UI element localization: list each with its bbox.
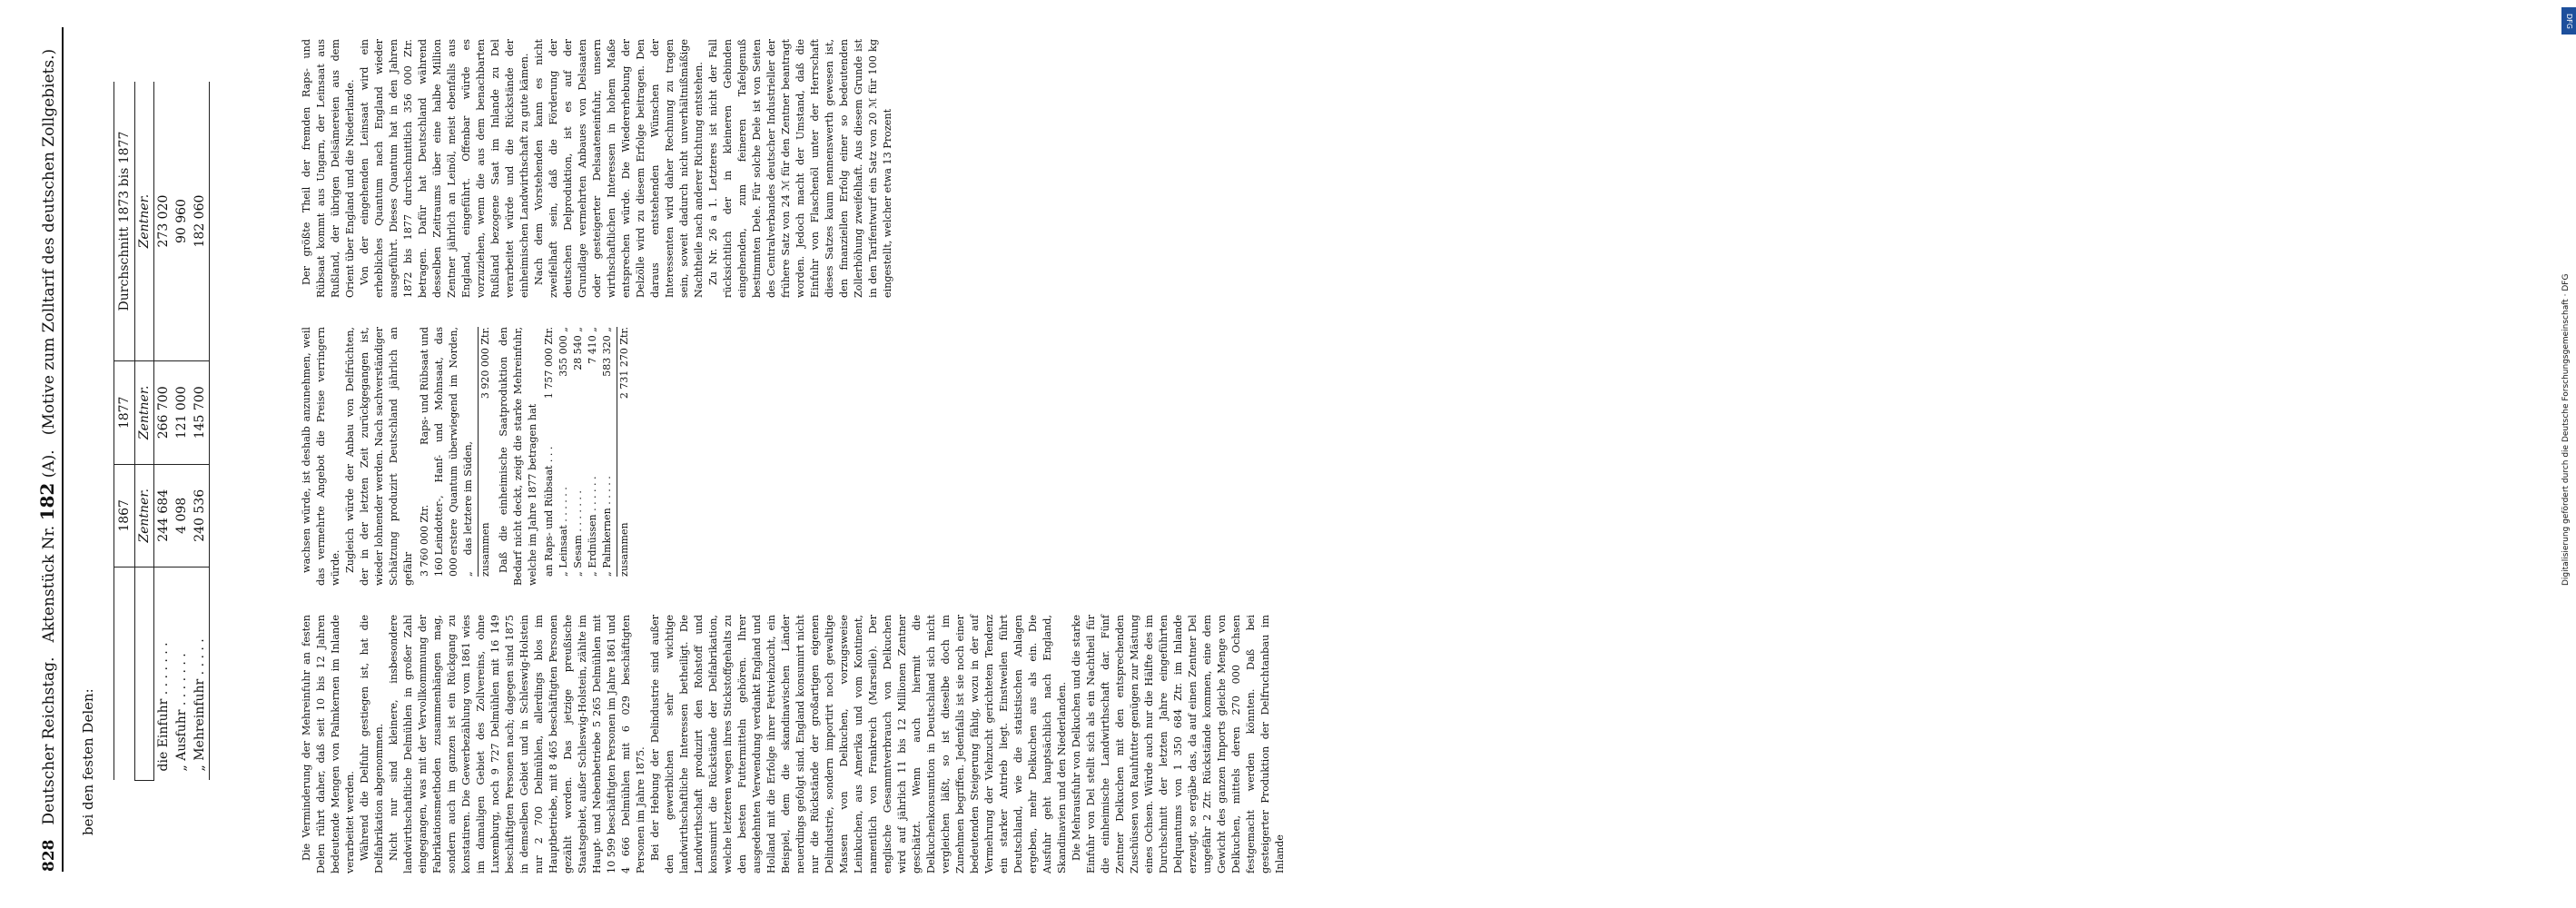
cell: 266 700 <box>154 361 173 465</box>
list-item <box>571 327 586 577</box>
paragraph: Der größte Theil der fremden Raps- und Rübsaat kommt aus Ungarn, der Leinsaat aus Rußland, der übrigen Delsämereien aus dem Orient über England und die Niederlande. <box>301 39 356 298</box>
list-label: „ Palmkernen . . . . . <box>601 476 613 577</box>
cell: 4 098 <box>173 464 191 568</box>
sum-value: 2 731 270 Ztr. <box>618 327 630 400</box>
th-1: 1867 <box>114 464 135 568</box>
header-akten: Aktenstück Nr. <box>40 525 58 643</box>
text-column-1 <box>300 615 1285 873</box>
sum-value: 3 920 000 Ztr. <box>479 327 491 400</box>
table-row <box>173 82 191 781</box>
list-item <box>600 327 615 577</box>
cell: 90 960 <box>173 82 191 361</box>
oil-trade-table <box>114 82 210 781</box>
page-edge-strip <box>1278 0 2573 908</box>
sum-label: zusammen <box>618 522 630 577</box>
paragraph: wachsen würde, ist deshalb anzunehmen, weil das vermehrte Angebot die Preise verringern würde. <box>301 327 341 586</box>
th-3: Durchschnitt 1873 bis 1877 <box>114 82 135 361</box>
cell: 182 060 <box>191 82 210 361</box>
paragraph: Nicht nur sind kleinere, insbesondere landwirthschaftliche Delmühlen in großer Zahl eingegangen, was mit der Vervollkommnung der Fabrikationsmethoden zusammenhängen mag, sondern auch im ganzen ist ein Rückgang zu konstatiren. Die Gewerbezählung vom 1861 wies im damaligen Gebiet des Zollvereins, ohne Luxemburg, noch 9 727 Delmühlen mit 16 149 beschäftigten Personen nach; dagegen sind 1875 in demselben Gebiet und in Schleswig-Holstein nur 2 700 Delmühlen, allerdings blos im Hauptbetriebe, mit 8 465 beschäftigten Personen gezählt worden. Das jetzige preußische Staatsgebiet, außer Schleswig-Holstein, zählte im Haupt- und Nebenbetriebe 5 265 Delmühlen mit 10 599 beschäftigten Personen im Jahre 1861 und 4 666 Delmühlen mit 6 029 beschäftigten Personen im Jahre 1875. <box>388 615 646 873</box>
list-value: 583 320 „ <box>601 327 613 377</box>
list-label: „ Sesam . . . . . . . <box>572 490 584 577</box>
list-value: 7 410 „ <box>587 327 598 364</box>
list-label: „ Leinsaat . . . . . . <box>558 487 569 577</box>
paragraph: Daß die einheimische Saatproduktion den Bedarf nicht deckt, zeigt die starke Mehreinfuhr, welche im Jahre 1877 betragen hat <box>498 327 538 586</box>
unit-1: Zentner. <box>135 464 154 568</box>
paragraph: Bei der Hebung der Delindustrie sind außer den gewerblichen sehr wichtige landwirthschaftliche Interessen betheiligt. Die Landwirthschaft produzirt den Rohstoff und konsumirt die Rückstände der Delfabrikation, welche letzteren wegen ihres Stickstoffgehalts zu den besten Futtermitteln gehören. Ihrer ausgedehnten Verwendung verdankt England und Holland mit die Erfolge ihrer Fettviehzucht, ein Beispiel, dem die skandinavischen Länder neuerdings gefolgt sind. England konsumirt nicht nur die Rückstände der großartigen eigenen Delindustrie, sondern importirt noch gewaltige Massen von Delkuchen, vorzugsweise Leinkuchen, aus Amerika und vom Kontinent, namentlich von Frankreich (Marseille). Der englische Gesammtverbrauch von Delkuchen wird auf jährlich 11 bis 12 Millionen Zentner geschätzt. Wenn auch hiermit die Delkuchenkonsumtion in Deutschland sich nicht vergleichen läßt, so ist dieselbe doch im Zunehmen begriffen. Jedenfalls ist sie noch einer bedeutenden Steigerung fähig, wozu in der auf Vermehrung der Viehzucht gerichteten Tendenz ein starker Antrieb liegt. Einstweilen führt Deutschland, wie die statistischen Anlagen ergeben, mehr Delkuchen aus als ein. Die Ausfuhr geht hauptsächlich nach England, Skandinavien und den Niederlanden. <box>649 615 1068 873</box>
document-number: 182 <box>36 482 58 521</box>
production-list <box>418 327 476 577</box>
cell: die Einfuhr . . . . . . . <box>156 642 172 772</box>
cell: 244 684 <box>154 464 173 568</box>
unit-3: Zentner. <box>135 82 154 361</box>
list-item <box>586 327 600 577</box>
paragraph: Zugleich würde der Anbau von Delfrüchten, der in der letzten Zeit zurückgegangen ist, wieder lohnender werden. Nach sachverständiger Schätzung produzirt Deutschland jährlich an gefähr <box>344 327 414 586</box>
sum-label: zusammen <box>479 522 491 577</box>
list-item <box>432 327 476 577</box>
list-item <box>557 327 571 577</box>
dfg-logo: DFG <box>2561 7 2576 35</box>
paragraph: Nach dem Vorstehenden kann es nicht zweifelhaft sein, daß die Förderung der deutschen Delproduktion, ist es auf der Grundlage vermehrten Anbaues von Delsaaten oder gesteigerter Delsaateneinfuhr, unsern wirthschaftlichen Interessen in hohem Maße entsprechen würde. Die Wiedererhebung der Delzölle wird zu diesem Erfolge beitragen. Den daraus entstehenden Wünschen der Interessenten wird daher Rechnung zu tragen sein, soweit dadurch nicht unverhältnißmäßige Nachtheile nach anderer Richtung entstehen. <box>533 39 705 298</box>
list-label: „ Erdnüssen . . . . . . <box>587 476 598 577</box>
table-row <box>191 82 210 781</box>
unit-2: Zentner. <box>135 361 154 465</box>
paragraph: Von der eingehenden Leinsaat wird ein erhebliches Quantum nach England wieder ausgeführt. Dieses Quantum hat in den Jahren 1872 bis 1877 durchschnittlich 356 000 Ztr. betragen. Dafür hat Deutschland während desselben Zeitraums über eine halbe Million Zentner jährlich an Leinöl, meist ebenfalls aus England, eingeführt. Offenbar würde es vorzuziehen, wenn die aus dem benachbarten Rußland bezogene Saat im Inlande zu Del verarbeitet würde und die Rückstände der einheimischen Landwirthschaft zu gute kämen. <box>359 39 530 298</box>
cell: 145 700 <box>191 361 210 465</box>
cell: „ Ausfuhr . . . . . . . <box>174 653 190 772</box>
list-value: 3 760 000 Ztr. <box>419 504 430 577</box>
paragraph: Zu Nr. 26 a 1. Letzteres ist nicht der Fall rücksichtlich der in kleineren Gebinden eingehenden, zum feineren Tafelgenuß bestimmten Dele. Für solche Dele ist von Seiten des Centralverbandes deutscher Industrieller der frühere Satz von 24 ℳ für den Zentner beantragt worden. Jedoch macht der Umstand, daß die Einfuhr von Flaschenöl unter der Herrschaft dieses Satzes kaum nennenswerth gewesen ist, den finanziellen Erfolg einer so bedeutenden Zollerhöhung zweifelhaft. Aus diesem Grunde ist in den Tarifentwurf ein Satz von 20 ℳ für 100 kg eingestellt, welcher etwa 13 Prozent <box>707 39 893 298</box>
cell: 273 020 <box>154 82 173 361</box>
cell: „ Mehreinfuhr . . . . . <box>191 568 210 781</box>
imports-sum <box>617 327 632 577</box>
cell: 240 536 <box>191 464 210 568</box>
list-item <box>418 327 432 577</box>
paragraph: Während die Delfuhr gestiegen ist, hat die Delfabrikation abgenommen. <box>359 615 385 873</box>
header-suffix: (A). <box>40 449 58 479</box>
list-value: 355 000 „ <box>558 327 569 377</box>
paragraph: Die Mehrausfuhr von Delkuchen und die starke Einfuhr von Del stellt sich als ein Nachtheil für die einheimische Landwirthschaft dar. Fünf Zentner Delkuchen mit den entsprechenden Zuschüssen von Rauhfutter genügen zur Mästung eines Ochsen. Würde auch nur die Hälfte des im Durchschnitt der letzten Jahre eingeführten Delquantums von 1 350 684 Ztr. im Inlande erzeugt, so ergäbe das, da auf einen Zentner Del ungefähr 2 Ztr. Rückstände kommen, eine dem Gewicht des ganzen Imports gleiche Menge von Delkuchen, mittels deren 270 000 Ochsen festgemacht werden könnten. Daß bei gesteigerter Produktion der Delfruchtanbau im Inlande <box>1071 615 1286 873</box>
digitization-credit: Digitalisierung gefördert durch die Deutsche Forschungsgemeinschaft · DFG <box>2561 273 2571 586</box>
th-0 <box>114 568 135 781</box>
header-left: Deutscher Reichstag. <box>40 656 58 825</box>
imports-list <box>542 327 615 577</box>
list-label: Leindotter-, Hanf- und Mohnsaat, das erstere Quantum überwiegend im Norden, das letztere im Süden, <box>433 327 474 556</box>
list-item <box>542 327 557 577</box>
table-row <box>154 82 173 781</box>
cell: 121 000 <box>173 361 191 465</box>
list-label: Raps- und Rübsaat und <box>419 327 430 445</box>
list-value: 28 540 „ <box>572 327 584 370</box>
header-middle <box>36 449 58 642</box>
th-2: 1877 <box>114 361 135 465</box>
list-value: 160 000 „ <box>433 558 474 577</box>
header-right: (Motive zum Zolltarif des deutschen Zollgebiets.) <box>40 48 58 436</box>
list-value: 1 757 000 Ztr. <box>543 327 555 400</box>
text-column-3 <box>300 39 1285 298</box>
table-lead: bei den festen Delen: <box>80 688 96 835</box>
page-number: 828 <box>40 839 58 872</box>
unit-0 <box>135 568 154 781</box>
text-column-2 <box>300 327 1285 586</box>
production-sum <box>478 327 493 577</box>
running-header <box>16 27 64 872</box>
paragraph: Die Verminderung der Mehreinfuhr an festen Delen rührt daher, daß seit 10 bis 12 Jahren bedeutende Mengen von Palmkernen im Inlande verarbeitet werden. <box>301 615 356 873</box>
list-label: an Raps- und Rübsaat . . . <box>543 446 555 577</box>
